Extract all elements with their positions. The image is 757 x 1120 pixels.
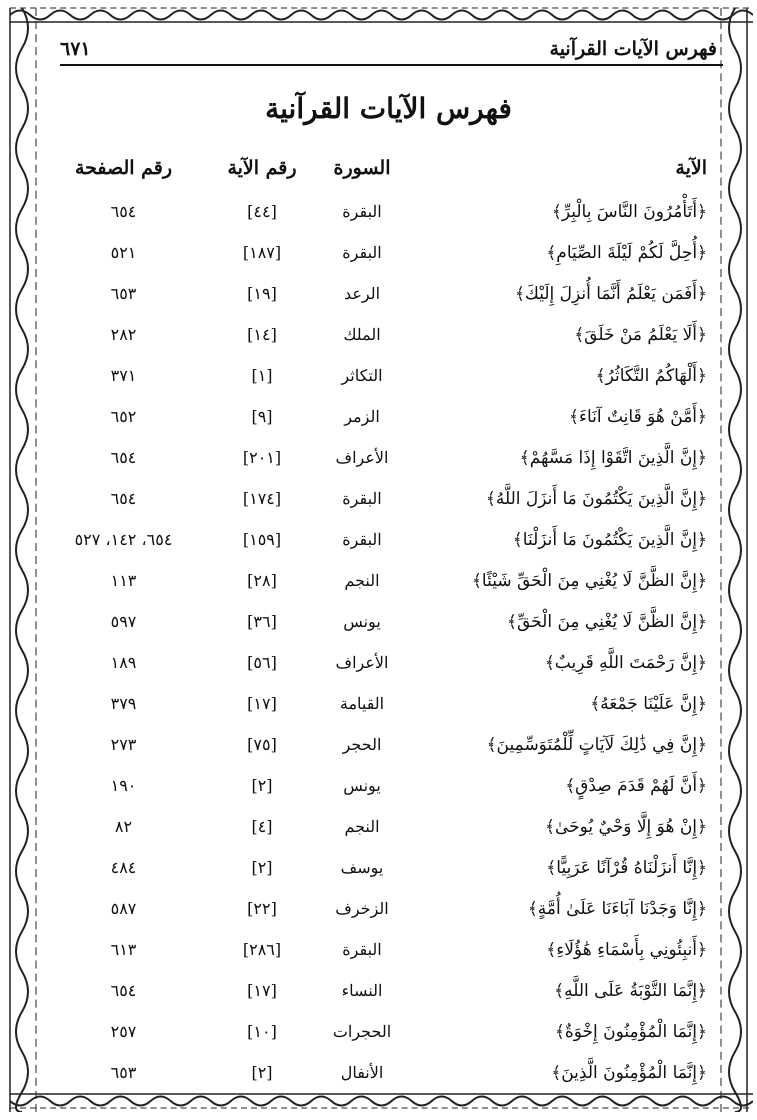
verse-text: ﴿إِنَّ فِي ذَٰلِكَ لَآيَاتٍ لِّلْمُتَوَسِّمِينَ﴾ xyxy=(486,735,707,755)
surah-name: البقرة xyxy=(342,202,382,221)
running-title: فهرس الآيات القرآنية xyxy=(549,38,717,60)
table-row xyxy=(40,192,717,233)
verse-text: ﴿إِنْ هُوَ إِلَّا وَحْيٌ يُوحَىٰ﴾ xyxy=(545,817,707,837)
table-row xyxy=(40,971,717,1012)
verse-number: [٣٦] xyxy=(247,612,277,631)
surah-name: الملك xyxy=(343,325,381,344)
table-row xyxy=(40,848,717,889)
running-header xyxy=(60,34,717,64)
verse-text: ﴿أُحِلَّ لَكُمْ لَيْلَةَ الصِّيَامِ﴾ xyxy=(546,243,707,263)
table-row xyxy=(40,438,717,479)
table-row xyxy=(40,1012,717,1053)
verse-text: ﴿إِنَّ الظَّنَّ لَا يُغْنِي مِنَ الْحَقِّ شَيْئًا﴾ xyxy=(471,571,707,591)
surah-name: الزخرف xyxy=(335,899,389,918)
page-reference: ٦٥٤ xyxy=(110,981,137,1000)
column-header-page: رقم الصفحة xyxy=(74,157,173,179)
page-reference: ٣٧١ xyxy=(110,366,137,385)
verse-text: ﴿أَمَّنْ هُوَ قَانِتٌ آنَاءَ﴾ xyxy=(568,407,707,427)
surah-name: القيامة xyxy=(339,694,385,713)
verse-number: [١٩] xyxy=(247,284,277,303)
verse-number: [٥٦] xyxy=(247,653,277,672)
verse-number: [١٧] xyxy=(247,981,277,1000)
surah-name: التكاثر xyxy=(341,366,383,385)
verse-text: ﴿أَتَأْمُرُونَ النَّاسَ بِالْبِرِّ﴾ xyxy=(551,202,707,222)
surah-name: الحجرات xyxy=(332,1022,392,1041)
verse-number: [١٨٧] xyxy=(242,243,282,262)
surah-name: يوسف xyxy=(340,858,384,877)
table-row xyxy=(40,889,717,930)
table-row xyxy=(40,274,717,315)
verse-text: ﴿إِنَّ الَّذِينَ يَكْتُمُونَ مَا أَنزَلَ اللَّهُ﴾ xyxy=(485,489,707,509)
verse-index-table xyxy=(40,146,717,1094)
verse-number: [٢٠١] xyxy=(242,448,282,467)
column-header-verse-number: رقم الآية xyxy=(227,157,297,179)
verse-text: ﴿إِنَّمَا التَّوْبَةُ عَلَى اللَّهِ﴾ xyxy=(554,981,707,1001)
table-row xyxy=(40,233,717,274)
column-header-verse: الآية xyxy=(675,157,707,179)
page-reference: ٦٥٤ xyxy=(110,202,137,221)
verse-number: [٩] xyxy=(251,407,273,426)
column-header-surah: السورة xyxy=(333,157,391,179)
surah-name: البقرة xyxy=(342,243,382,262)
surah-name: البقرة xyxy=(342,530,382,549)
verse-text: ﴿إِنَّا وَجَدْنَا آبَاءَنَا عَلَىٰ أُمَّةٍ﴾ xyxy=(527,899,707,919)
page-reference: ٥٢١ xyxy=(110,243,137,262)
verse-number: [١٤] xyxy=(247,325,277,344)
verse-number: [٢] xyxy=(251,858,273,877)
verse-text: ﴿إِنَّ الَّذِينَ اتَّقَوْا إِذَا مَسَّهُمْ﴾ xyxy=(519,448,707,468)
page-reference: ٥٨٧ xyxy=(110,899,137,918)
verse-text: ﴿إِنَّمَا الْمُؤْمِنُونَ الَّذِينَ﴾ xyxy=(551,1063,707,1083)
table-row xyxy=(40,356,717,397)
table-row xyxy=(40,315,717,356)
verse-text: ﴿أَفَمَن يَعْلَمُ أَنَّمَا أُنزِلَ إِلَيْكَ﴾ xyxy=(514,284,707,304)
verse-number: [٢٨] xyxy=(247,571,277,590)
table-row xyxy=(40,602,717,643)
left-ornamental-border xyxy=(2,8,42,1112)
table-row xyxy=(40,807,717,848)
verse-number: [٢] xyxy=(251,1063,273,1082)
verse-text: ﴿إِنَّ الَّذِينَ يَكْتُمُونَ مَا أَنزَلْنَا﴾ xyxy=(512,530,707,550)
table-row xyxy=(40,643,717,684)
surah-name: البقرة xyxy=(342,489,382,508)
surah-name: يونس xyxy=(343,612,381,631)
verse-text: ﴿إِنَّا أَنزَلْنَاهُ قُرْآنًا عَرَبِيًّا﴾ xyxy=(546,858,707,878)
verse-text: ﴿إِنَّ عَلَيْنَا جَمْعَهُ﴾ xyxy=(590,694,707,714)
page-reference: ٢٥٧ xyxy=(110,1022,137,1041)
page-reference: ١٨٩ xyxy=(110,653,137,672)
page-reference: ٦٥٢ xyxy=(110,407,137,426)
verse-number: [٤] xyxy=(251,817,273,836)
surah-name: الحجر xyxy=(342,735,382,754)
verse-text: ﴿أَنبِئُونِي بِأَسْمَاءِ هَٰؤُلَاءِ﴾ xyxy=(546,940,707,960)
surah-name: الأنفال xyxy=(340,1063,384,1082)
page-number: ٦٧١ xyxy=(60,38,91,60)
table-row xyxy=(40,397,717,438)
verse-number: [١٥٩] xyxy=(242,530,282,549)
surah-name: النجم xyxy=(344,571,380,590)
surah-name: الزمر xyxy=(344,407,380,426)
surah-name: الأعراف xyxy=(335,653,389,672)
surah-name: النجم xyxy=(344,817,380,836)
page-reference: ٦٥٤، ١٤٢، ٥٢٧ xyxy=(74,530,173,549)
table-row xyxy=(40,684,717,725)
verse-text: ﴿أَنَّ لَهُمْ قَدَمَ صِدْقٍ﴾ xyxy=(565,776,707,796)
verse-number: [٢] xyxy=(251,776,273,795)
page-reference: ٦٥٤ xyxy=(110,489,137,508)
page-reference: ٢٧٣ xyxy=(110,735,137,754)
surah-name: الرعد xyxy=(343,284,381,303)
surah-name: النساء xyxy=(341,981,383,1000)
top-ornamental-border xyxy=(10,4,753,26)
verse-number: [١٠] xyxy=(247,1022,277,1041)
table-row xyxy=(40,520,717,561)
page-reference: ١٩٠ xyxy=(110,776,137,795)
surah-name: البقرة xyxy=(342,940,382,959)
verse-number: [١] xyxy=(251,366,273,385)
table-row xyxy=(40,561,717,602)
verse-number: [٧٥] xyxy=(247,735,277,754)
table-row xyxy=(40,1053,717,1094)
page-reference: ٨٢ xyxy=(114,817,133,836)
page-reference: ٦٥٤ xyxy=(110,448,137,467)
surah-name: الأعراف xyxy=(335,448,389,467)
table-header-row xyxy=(40,146,717,192)
right-ornamental-border xyxy=(715,8,755,1112)
verse-number: [٤٤] xyxy=(247,202,277,221)
verse-text: ﴿أَلَا يَعْلَمُ مَنْ خَلَقَ﴾ xyxy=(574,325,707,345)
page-reference: ٢٨٢ xyxy=(110,325,137,344)
verse-text: ﴿أَلْهَاكُمُ التَّكَاثُرُ﴾ xyxy=(595,366,707,386)
table-row xyxy=(40,725,717,766)
header-rule xyxy=(60,64,723,66)
page-reference: ٣٧٩ xyxy=(110,694,137,713)
page-reference: ٦١٣ xyxy=(110,940,137,959)
page-reference: ٤٨٤ xyxy=(110,858,137,877)
table-row xyxy=(40,479,717,520)
verse-text: ﴿إِنَّ رَحْمَتَ اللَّهِ قَرِيبٌ﴾ xyxy=(544,653,707,673)
table-row xyxy=(40,930,717,971)
page-reference: ٦٥٣ xyxy=(110,284,137,303)
table-row xyxy=(40,766,717,807)
surah-name: يونس xyxy=(343,776,381,795)
page-reference: ٦٥٣ xyxy=(110,1063,137,1082)
verse-number: [١٧٤] xyxy=(242,489,282,508)
verse-text: ﴿إِنَّمَا الْمُؤْمِنُونَ إِخْوَةٌ﴾ xyxy=(554,1022,707,1042)
verse-number: [٢٨٦] xyxy=(242,940,282,959)
verse-number: [٢٢] xyxy=(247,899,277,918)
page-reference: ١١٣ xyxy=(110,571,137,590)
verse-number: [١٧] xyxy=(247,694,277,713)
page-title: فهرس الآيات القرآنية xyxy=(265,92,512,125)
page-reference: ٥٩٧ xyxy=(110,612,137,631)
verse-text: ﴿إِنَّ الظَّنَّ لَا يُغْنِي مِنَ الْحَقِّ﴾ xyxy=(507,612,707,632)
